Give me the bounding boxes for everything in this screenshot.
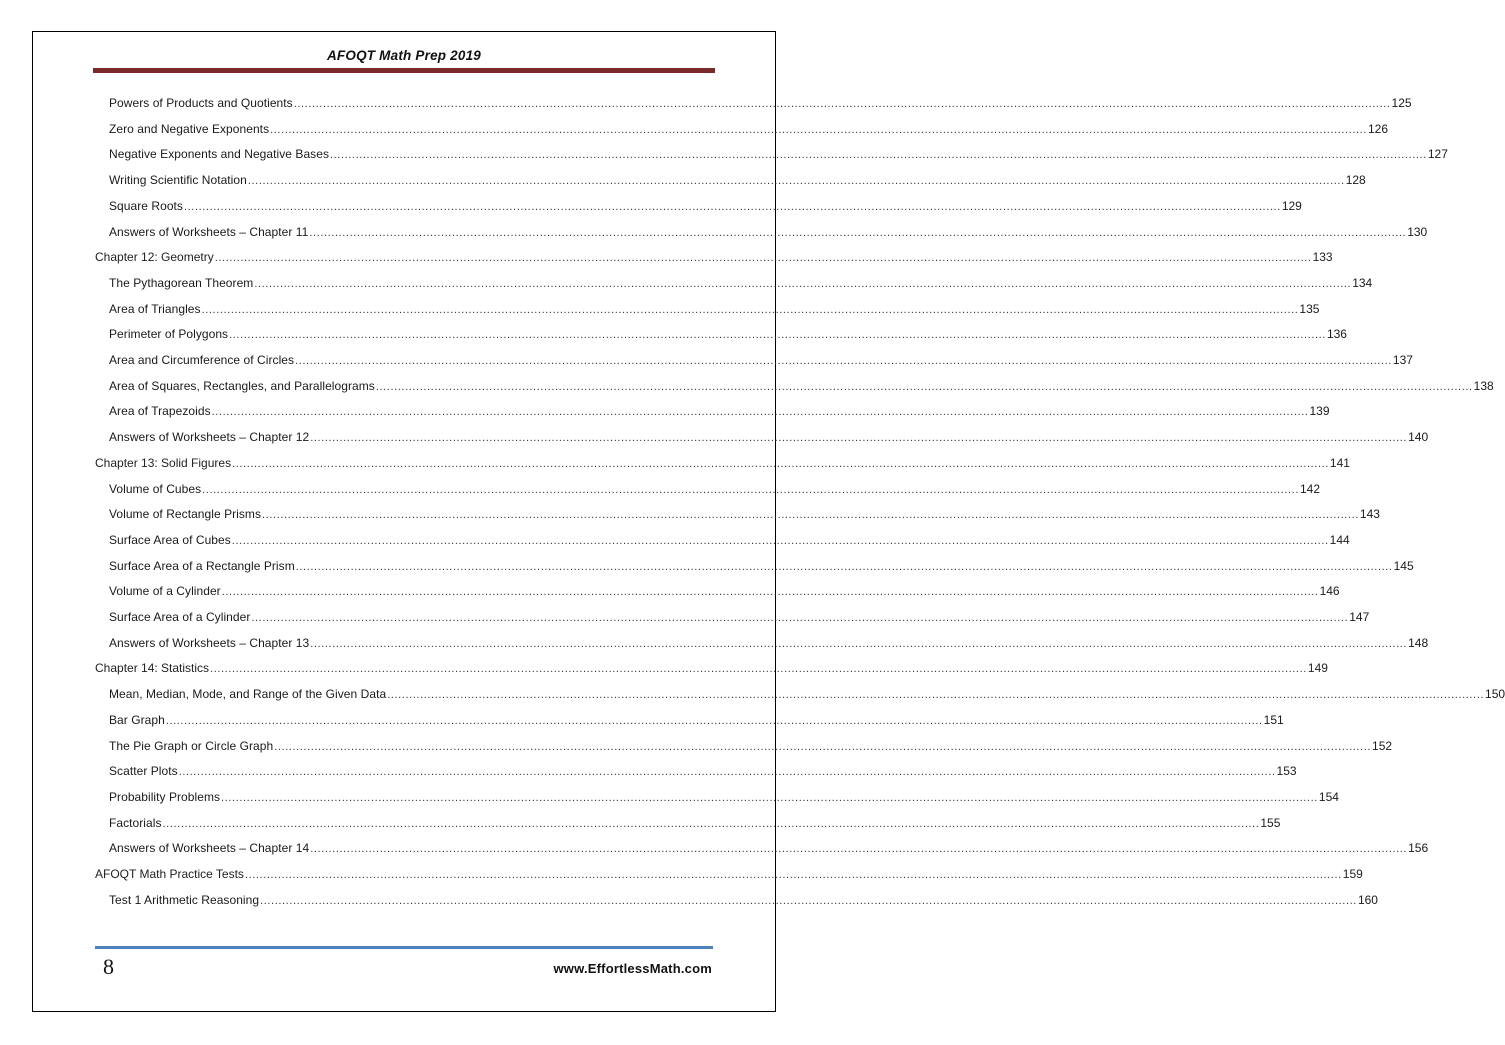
toc-section-entry[interactable] — [109, 480, 1321, 498]
toc-chapter-entry[interactable] — [95, 659, 1328, 677]
toc-dot-leader: ............................................................................................................................................................................................................................................................................................................ — [260, 894, 1357, 907]
toc-entry-label: Test 1 Arithmetic Reasoning — [109, 892, 260, 907]
toc-section-entry[interactable] — [109, 608, 1370, 626]
toc-dot-leader: ............................................................................................................................................................................................................................................................................................................ — [262, 509, 1359, 522]
toc-dot-leader: ............................................................................................................................................................................................................................................................................................................ — [201, 303, 1299, 316]
toc-dot-leader: ............................................................................................................................................................................................................................................................................................................ — [221, 791, 1318, 804]
toc-section-entry[interactable] — [109, 171, 1366, 189]
toc-entry-label: Volume of a Cylinder — [109, 584, 221, 599]
toc-entry-label: Bar Graph — [109, 712, 165, 727]
toc-dot-leader: ............................................................................................................................................................................................................................................................................................................ — [244, 869, 1342, 881]
toc-entry-page: 138 — [1473, 378, 1494, 393]
toc-section-entry[interactable] — [109, 120, 1388, 138]
toc-entry-label: Answers of Worksheets – Chapter 12 — [109, 430, 310, 445]
toc-entry-label: Volume of Rectangle Prisms — [109, 507, 262, 522]
toc-entry-page: 147 — [1349, 610, 1370, 624]
toc-entry-label: Answers of Worksheets – Chapter 11 — [109, 224, 309, 239]
website-url: www.EffortlessMath.com — [553, 961, 712, 976]
toc-entry-page: 146 — [1319, 584, 1340, 599]
toc-dot-leader: ............................................................................................................................................................................................................................................................................................................ — [202, 483, 1299, 496]
toc-entry-page: 149 — [1307, 661, 1328, 676]
toc-section-entry[interactable] — [109, 788, 1339, 806]
toc-dot-leader: ............................................................................................................................................................................................................................................................................................................ — [214, 252, 1312, 265]
toc-entry-page: 153 — [1276, 764, 1297, 779]
toc-section-entry[interactable] — [109, 582, 1340, 600]
toc-entry-label: Surface Area of a Cylinder — [109, 610, 251, 624]
toc-dot-leader: ............................................................................................................................................................................................................................................................................................................ — [162, 817, 1260, 830]
toc-dot-leader: ............................................................................................................................................................................................................................................................................................................ — [330, 149, 1427, 162]
toc-dot-leader: ............................................................................................................................................................................................................................................................................................................ — [293, 98, 1391, 110]
toc-section-entry[interactable] — [109, 531, 1350, 549]
toc-entry-label: Negative Exponents and Negative Bases — [109, 147, 329, 162]
toc-section-entry[interactable] — [109, 223, 1428, 241]
toc-entry-label: Perimeter of Polygons — [109, 327, 229, 342]
toc-entry-label: Volume of Cubes — [109, 481, 202, 496]
toc-dot-leader: ............................................................................................................................................................................................................................................................................................................ — [375, 380, 1473, 393]
toc-entry-page: 128 — [1345, 173, 1366, 188]
toc-dot-leader: ............................................................................................................................................................................................................................................................................................................ — [183, 200, 1281, 213]
toc-entry-page: 140 — [1408, 430, 1429, 445]
toc-entry-page: 152 — [1372, 738, 1393, 753]
toc-dot-leader: ............................................................................................................................................................................................................................................................................................................ — [274, 740, 1372, 753]
toc-dot-leader: ............................................................................................................................................................................................................................................................................................................ — [310, 432, 1408, 445]
toc-dot-leader: ............................................................................................................................................................................................................................................................................................................ — [295, 355, 1392, 367]
toc-dot-leader: ............................................................................................................................................................................................................................................................................................................ — [251, 612, 1349, 624]
toc-chapter-entry[interactable] — [95, 865, 1363, 883]
toc-dot-leader: ............................................................................................................................................................................................................................................................................................................ — [221, 586, 1319, 599]
toc-entry-page: 159 — [1342, 867, 1363, 881]
toc-dot-leader: ............................................................................................................................................................................................................................................................................................................ — [165, 714, 1263, 727]
toc-section-entry[interactable] — [109, 274, 1373, 292]
toc-entry-label: Writing Scientific Notation — [109, 173, 247, 188]
toc-entry-page: 143 — [1359, 507, 1380, 522]
toc-chapter-entry[interactable] — [95, 454, 1350, 472]
toc-entry-page: 154 — [1318, 789, 1339, 804]
toc-entry-page: 136 — [1326, 327, 1347, 342]
toc-section-entry[interactable] — [109, 351, 1413, 369]
toc-entry-page: 139 — [1309, 404, 1330, 419]
toc-section-entry[interactable] — [109, 94, 1412, 112]
toc-dot-leader: ............................................................................................................................................................................................................................................................................................................ — [178, 766, 1276, 779]
toc-entry-label: Answers of Worksheets – Chapter 14 — [109, 841, 310, 856]
toc-section-entry[interactable] — [109, 685, 1505, 703]
toc-entry-label: Zero and Negative Exponents — [109, 121, 270, 136]
toc-entry-label: Scatter Plots — [109, 764, 178, 779]
toc-dot-leader: ............................................................................................................................................................................................................................................................................................................ — [229, 329, 1326, 342]
toc-entry-label: Surface Area of Cubes — [109, 532, 231, 547]
toc-entry-page: 142 — [1299, 481, 1321, 496]
toc-entry-page: 144 — [1329, 532, 1350, 547]
toc-dot-leader: ............................................................................................................................................................................................................................................................................................................ — [309, 226, 1407, 239]
toc-section-entry[interactable] — [109, 428, 1429, 446]
toc-section-entry[interactable] — [109, 402, 1330, 420]
toc-entry-label: Chapter 14: Statistics — [95, 661, 210, 676]
toc-entry-page: 129 — [1281, 198, 1302, 213]
toc-dot-leader: ............................................................................................................................................................................................................................................................................................................ — [310, 843, 1408, 856]
toc-section-entry[interactable] — [109, 557, 1414, 575]
toc-entry-page: 150 — [1485, 687, 1505, 702]
toc-entry-label: Probability Problems — [109, 789, 221, 804]
toc-entry-page: 125 — [1391, 96, 1412, 110]
toc-section-entry[interactable] — [109, 762, 1297, 780]
toc-entry-label: The Pie Graph or Circle Graph — [109, 738, 274, 753]
toc-dot-leader: ............................................................................................................................................................................................................................................................................................................ — [254, 277, 1352, 290]
toc-entry-label: Chapter 13: Solid Figures — [95, 455, 232, 470]
toc-section-entry[interactable] — [109, 634, 1429, 652]
toc-entry-label: Surface Area of a Rectangle Prism — [109, 558, 295, 573]
toc-entry-page: 151 — [1263, 712, 1284, 727]
running-header-title: AFOQT Math Prep 2019 — [326, 48, 482, 63]
toc-dot-leader: ............................................................................................................................................................................................................................................................................................................ — [295, 560, 1393, 573]
toc-entry-label: Area of Trapezoids — [109, 404, 211, 419]
toc-section-entry[interactable] — [109, 891, 1378, 909]
toc-entry-label: Square Roots — [109, 198, 183, 213]
toc-entry-label: AFOQT Math Practice Tests — [95, 867, 244, 881]
toc-entry-page: 126 — [1367, 121, 1388, 136]
toc-entry-label: Area of Squares, Rectangles, and Parallelograms — [109, 378, 375, 393]
toc-entry-page: 134 — [1352, 275, 1373, 290]
toc-section-entry[interactable] — [109, 197, 1302, 215]
toc-dot-leader: ............................................................................................................................................................................................................................................................................................................ — [270, 123, 1367, 136]
toc-entry-label: Area and Circumference of Circles — [109, 353, 295, 367]
toc-section-entry[interactable] — [109, 505, 1380, 523]
toc-dot-leader: ............................................................................................................................................................................................................................................................................................................ — [232, 457, 1329, 470]
toc-dot-leader: ............................................................................................................................................................................................................................................................................................................ — [387, 689, 1485, 702]
toc-entry-page: 135 — [1299, 301, 1320, 316]
toc-entry-label: Answers of Worksheets – Chapter 13 — [109, 635, 310, 650]
toc-dot-leader: ............................................................................................................................................................................................................................................................................................................ — [210, 663, 1307, 676]
toc-entry-page: 133 — [1312, 250, 1333, 265]
toc-entry-page: 145 — [1393, 558, 1414, 573]
toc-dot-leader: ............................................................................................................................................................................................................................................................................................................ — [231, 534, 1329, 547]
toc-section-entry[interactable] — [109, 325, 1347, 343]
toc-entry-label: The Pythagorean Theorem — [109, 275, 254, 290]
toc-entry-page: 155 — [1260, 815, 1281, 830]
toc-section-entry[interactable] — [109, 814, 1281, 832]
toc-dot-leader: ............................................................................................................................................................................................................................................................................................................ — [247, 175, 1345, 188]
toc-entry-page: 160 — [1357, 892, 1378, 907]
toc-dot-leader: ............................................................................................................................................................................................................................................................................................................ — [310, 637, 1408, 650]
toc-section-entry[interactable] — [109, 377, 1494, 395]
toc-entry-label: Powers of Products and Quotients — [109, 96, 293, 110]
toc-section-entry[interactable] — [109, 711, 1284, 729]
toc-entry-page: 156 — [1408, 841, 1429, 856]
toc-entry-page: 127 — [1427, 147, 1448, 162]
toc-entry-page: 130 — [1407, 224, 1428, 239]
toc-section-entry[interactable] — [109, 145, 1448, 163]
toc-entry-page: 148 — [1408, 635, 1429, 650]
toc-entry-page: 141 — [1329, 455, 1350, 470]
toc-section-entry[interactable] — [109, 300, 1320, 318]
page-number: 8 — [103, 954, 114, 979]
toc-entry-label: Area of Triangles — [109, 301, 201, 316]
toc-entry-label: Mean, Median, Mode, and Range of the Given Data — [109, 687, 387, 702]
toc-entry-page: 137 — [1392, 353, 1413, 367]
toc-dot-leader: ............................................................................................................................................................................................................................................................................................................ — [211, 406, 1309, 419]
toc-chapter-entry[interactable] — [95, 248, 1333, 266]
toc-section-entry[interactable] — [109, 839, 1429, 857]
toc-section-entry[interactable] — [109, 737, 1393, 755]
footer-rule — [95, 946, 713, 949]
toc-entry-label: Chapter 12: Geometry — [95, 250, 214, 265]
toc-entry-label: Factorials — [109, 815, 162, 830]
